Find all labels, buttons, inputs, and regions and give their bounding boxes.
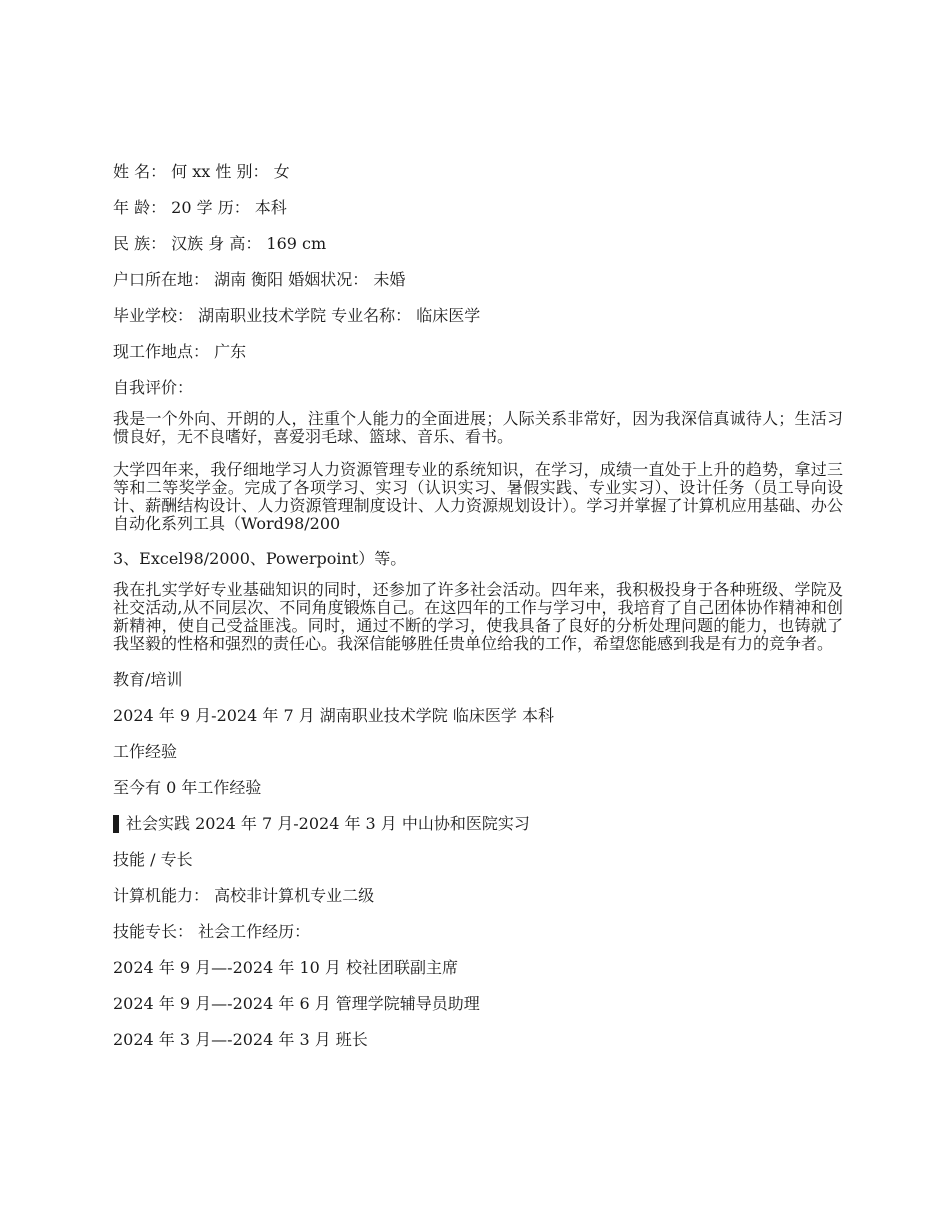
self-eval-paragraph-3: 3、Excel98/2000、Powerpoint）等。 [113, 549, 407, 568]
skills-heading: 技能 / 专长 [113, 850, 193, 869]
experience-item: 2024 年 3 月—-2024 年 3 月 班长 [113, 1030, 368, 1049]
practice-text: 社会实践 2024 年 7 月-2024 年 3 月 中山协和医院实习 [126, 814, 530, 833]
work-location-line: 现工作地点： 广东 [113, 342, 247, 361]
practice-entry [113, 812, 843, 836]
resume-document [113, 160, 843, 1064]
self-eval-paragraph-1: 我是一个外向、开朗的人，注重个人能力的全面进展；人际关系非常好，因为我深信真诚待人；生活习惯良好，无不良嗜好，喜爱羽毛球、篮球、音乐、看书。 [113, 409, 843, 446]
bullet-bar-icon [113, 815, 119, 833]
age-education-line: 年 龄： 20 学 历： 本科 [113, 198, 287, 217]
computer-skill: 计算机能力： 高校非计算机专业二级 [113, 886, 375, 905]
specialty-skill: 技能专长： 社会工作经历： [113, 922, 311, 941]
ethnicity-height-line: 民 族： 汉族 身 高： 169 cm [113, 234, 327, 253]
education-entry: 2024 年 9 月-2024 年 7 月 湖南职业技术学院 临床医学 本科 [113, 706, 554, 725]
self-eval-heading: 自我评价： [113, 378, 194, 397]
work-heading: 工作经验 [113, 742, 178, 761]
experience-item: 2024 年 9 月—-2024 年 10 月 校社团联副主席 [113, 958, 458, 977]
hukou-marital-line: 户口所在地： 湖南 衡阳 婚姻状况： 未婚 [113, 270, 406, 289]
experience-item: 2024 年 9 月—-2024 年 6 月 管理学院辅导员助理 [113, 994, 480, 1013]
self-eval-paragraph-4: 我在扎实学好专业基础知识的同时，还参加了许多社会活动。四年来，我积极投身于各种班级、学院及社交活动,从不同层次、不同角度锻炼自己。在这四年的工作与学习中，我培育了自己团体协作精神和创新精神，使自己受益匪浅。同时，通过不断的学习，使我具备了良好的分析处理问题的能力，也铸就了我坚毅的性格和强烈的责任心。我深信能够胜任贵单位给我的工作，希望您能感到我是有力的竞争者。 [113, 580, 843, 653]
self-eval-paragraph-2: 大学四年来，我仔细地学习人力资源管理专业的系统知识，在学习，成绩一直处于上升的趋势，拿过三等和二等奖学金。完成了各项学习、实习（认识实习、暑假实践、专业实习）、设计任务（员工导向设计、薪酬结构设计、人力资源管理制度设计、人力资源规划设计）。学习并掌握了计算机应用基础、办公自动化系列工具（Word98/200 [113, 460, 843, 533]
name-gender-line: 姓 名： 何 xx 性 别： 女 [113, 162, 290, 181]
school-major-line: 毕业学校： 湖南职业技术学院 专业名称： 临床医学 [113, 306, 481, 325]
work-summary: 至今有 0 年工作经验 [113, 778, 262, 797]
education-heading: 教育/培训 [113, 670, 183, 689]
